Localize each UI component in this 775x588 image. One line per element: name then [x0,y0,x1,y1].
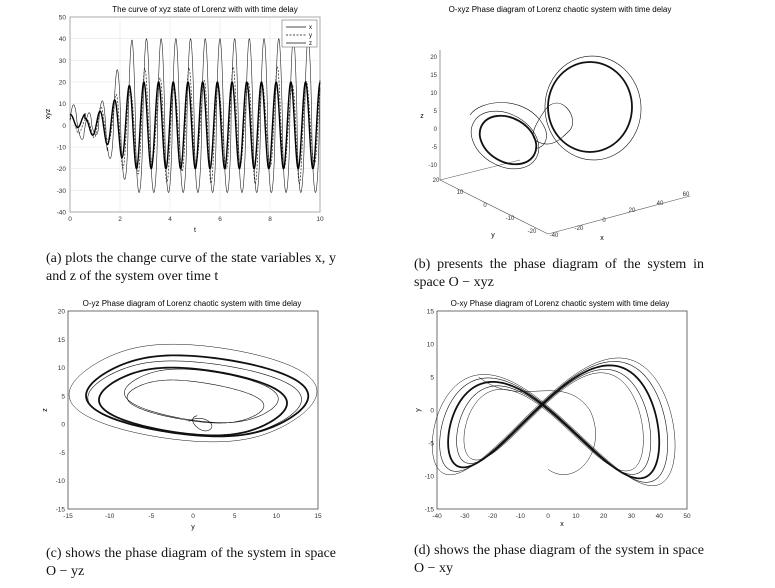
y-tick-label: 0 [61,421,65,429]
x-tick-label: 6 [218,216,222,223]
legend-label: z [309,41,312,47]
x-tick-label: 8 [268,216,272,223]
y-tick-label: 15 [57,336,65,344]
panel-b-attractor [461,52,646,181]
z-tick-label: -10 [428,163,437,169]
y-tick-label: 5 [430,374,434,382]
panel-c-x-ticks [63,513,322,520]
z-tick-label: 20 [430,55,437,61]
panel-a-title: The curve of xyz state of Lorenz with with time delay [112,5,298,14]
x-tick-label: 50 [683,513,691,520]
x-tick-label: 0 [191,513,195,520]
panel-d-x-label: x [560,521,564,528]
x-tick-label: -10 [515,513,526,520]
x-tick-label: -40 [549,233,559,239]
panel-c-y-ticks [56,309,66,514]
connector-path [533,103,573,144]
x-tick-label: 5 [232,513,237,520]
panel-a-time-series [45,5,324,234]
y-tick-label: -20 [56,166,66,174]
legend-label: x [309,25,312,31]
caption-c: (c) shows the phase diagram of the system in space O − yz [46,546,336,579]
legend-label: y [309,33,312,39]
lobe-left-main [471,106,545,174]
y-tick-label: -40 [56,209,66,217]
x-tick-label: 0 [546,513,550,520]
x-tick-label: -30 [460,513,470,520]
y-axis-label: y [491,232,495,239]
x-tick-label: -20 [574,226,584,232]
panel-a-x-ticks [68,216,324,223]
panel-d-y-label: y [415,408,422,412]
y-tick-label: 20 [57,308,65,316]
y-tick-label: 10 [58,101,66,109]
y-tick-label: 30 [58,57,66,65]
x-tick-label: -40 [432,513,442,520]
y-tick-label: -10 [505,216,515,222]
panel-d-y-ticks [425,309,435,514]
y-tick-label: 50 [58,14,66,22]
caption-b: (b) presents the phase diagram of the system in space O − xyz [414,257,704,290]
x-tick-label: -20 [487,513,498,520]
x-tick-label: 30 [627,513,636,520]
x-tick-label: -5 [148,513,155,520]
caption-a: (a) plots the change curve of the state variables x, y and z of the system over time t [46,251,336,284]
z-tick-label: 5 [433,109,437,115]
z-tick-label: 0 [433,127,437,133]
y-tick-label: -10 [55,478,65,486]
panel-a-y-label: xyz [45,108,52,120]
y-tick-label: 10 [426,341,434,349]
y-tick-label: -5 [428,440,434,448]
y-tick-label: -5 [59,449,65,457]
y-tick-label: 10 [57,365,65,373]
x-tick-label: 60 [682,192,690,198]
y-tick-label: 10 [456,190,464,196]
panel-c-x-label: y [191,524,195,531]
x-tick-label: 40 [655,513,663,520]
y-tick-label: -15 [424,506,434,514]
panel-c-yz-phase [42,299,322,531]
y-tick-label: 20 [432,178,440,184]
x-tick-label: 15 [314,513,322,520]
x-tick-label: 40 [656,201,664,207]
x-tick-label: 10 [272,513,280,520]
z-tick-label: 10 [430,91,437,97]
lobe-right-outer [541,52,646,164]
axis-line [548,196,690,234]
panel-d-title: O-xy Phase diagram of Lorenz chaotic system with time delay [450,299,670,308]
panel-d-xy-phase [415,299,691,528]
panel-b-title: O-xyz Phase diagram of Lorenz chaotic system with time delay [448,5,672,14]
y-tick-label: 20 [58,79,66,87]
z-tick-label: -5 [431,145,437,151]
y-tick-label: 40 [58,36,66,44]
y-tick-label: -10 [424,473,434,481]
y-tick-label: 0 [62,122,66,130]
axis-line [440,180,548,234]
x-tick-label: 0 [602,218,606,224]
y-tick-label: 0 [483,203,487,209]
x-tick-label: 10 [572,513,580,520]
y-tick-label: -30 [56,187,66,195]
x-tick-label: -10 [104,513,115,520]
y-tick-label: -20 [527,229,537,235]
x-axis-label: x [600,235,604,242]
caption-d: (d) shows the phase diagram of the system in space O − xy [414,543,704,576]
x-tick-label: 2 [118,216,122,223]
x-tick-label: 0 [68,216,72,223]
y-tick-label: 5 [61,393,65,401]
x-tick-label: 20 [600,513,608,520]
panel-b-3d-phase [420,5,690,242]
x-tick-label: 4 [168,216,172,223]
x-tick-label: 20 [628,208,636,214]
z-tick-label: 15 [430,73,437,79]
y-tick-label: -15 [55,506,65,514]
x-tick-label: -15 [63,513,73,520]
panel-b-axes [420,50,690,242]
panel-a-y-ticks [57,15,67,217]
panel-d-plot-area [437,311,687,509]
panel-c-title: O-yz Phase diagram of Lorenz chaotic system with time delay [82,299,302,308]
panel-c-y-label: z [42,408,49,412]
y-tick-label: 0 [430,407,434,415]
panel-a-legend [282,20,317,47]
x-tick-label: 10 [316,216,324,223]
panel-a-x-label: t [194,227,196,234]
z-axis-label: z [420,113,424,120]
y-tick-label: 15 [426,308,434,316]
y-tick-label: -10 [56,144,66,152]
panel-d-x-ticks [432,513,691,520]
